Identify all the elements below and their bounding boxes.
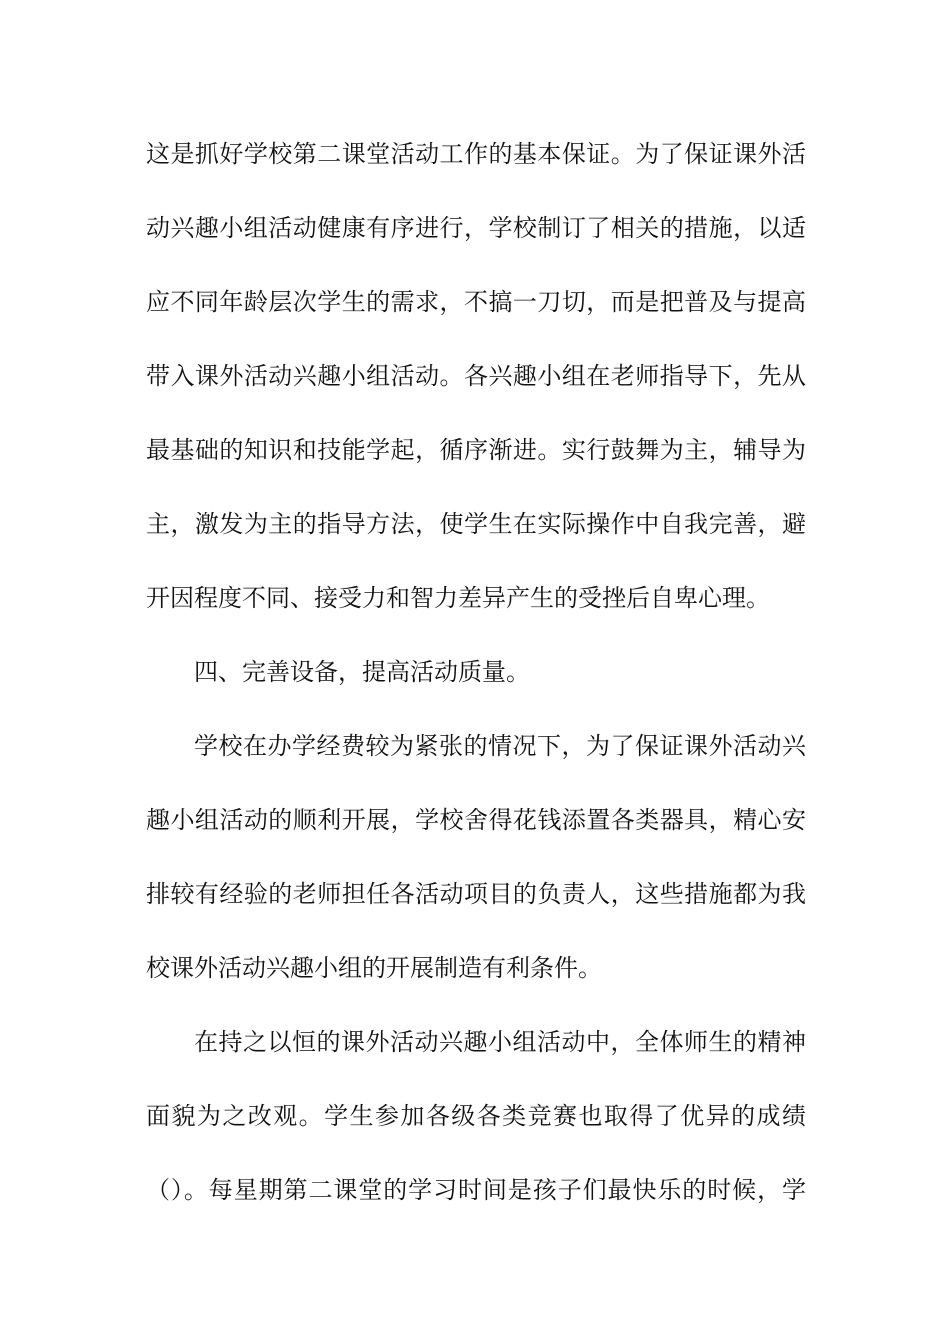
text-line: 面貌为之改观。学生参加各级各类竞赛也取得了优异的成绩 bbox=[146, 1102, 806, 1130]
text-line: 这是抓好学校第二课堂活动工作的基本保证。为了保证课外活 bbox=[146, 140, 806, 168]
text-line: 主，激发为主的指导方法，使学生在实际操作中自我完善，避 bbox=[146, 510, 806, 538]
text-line: 带入课外活动兴趣小组活动。各兴趣小组在老师指导下，先从 bbox=[146, 362, 806, 390]
text-line: 校课外活动兴趣小组的开展制造有利条件。 bbox=[146, 954, 602, 982]
text-line: 开因程度不同、接受力和智力差异产生的受挫后自卑心理。 bbox=[146, 584, 770, 612]
text-line: 排较有经验的老师担任各活动项目的负责人，这些措施都为我 bbox=[146, 880, 806, 908]
text-line: 在持之以恒的课外活动兴趣小组活动中，全体师生的精神 bbox=[194, 1028, 806, 1056]
text-line: 最基础的知识和技能学起，循序渐进。实行鼓舞为主，辅导为 bbox=[146, 436, 806, 464]
text-line: 应不同年龄层次学生的需求，不搞一刀切，而是把普及与提高 bbox=[146, 288, 806, 316]
section-heading: 四、完善设备，提高活动质量。 bbox=[194, 658, 530, 686]
text-line: 趣小组活动的顺利开展，学校舍得花钱添置各类器具，精心安 bbox=[146, 806, 806, 834]
text-line: 动兴趣小组活动健康有序进行，学校制订了相关的措施，以适 bbox=[146, 214, 806, 242]
text-line: 学校在办学经费较为紧张的情况下，为了保证课外活动兴 bbox=[194, 732, 806, 760]
text-line: （）。每星期第二课堂的学习时间是孩子们最快乐的时候，学 bbox=[146, 1176, 806, 1204]
